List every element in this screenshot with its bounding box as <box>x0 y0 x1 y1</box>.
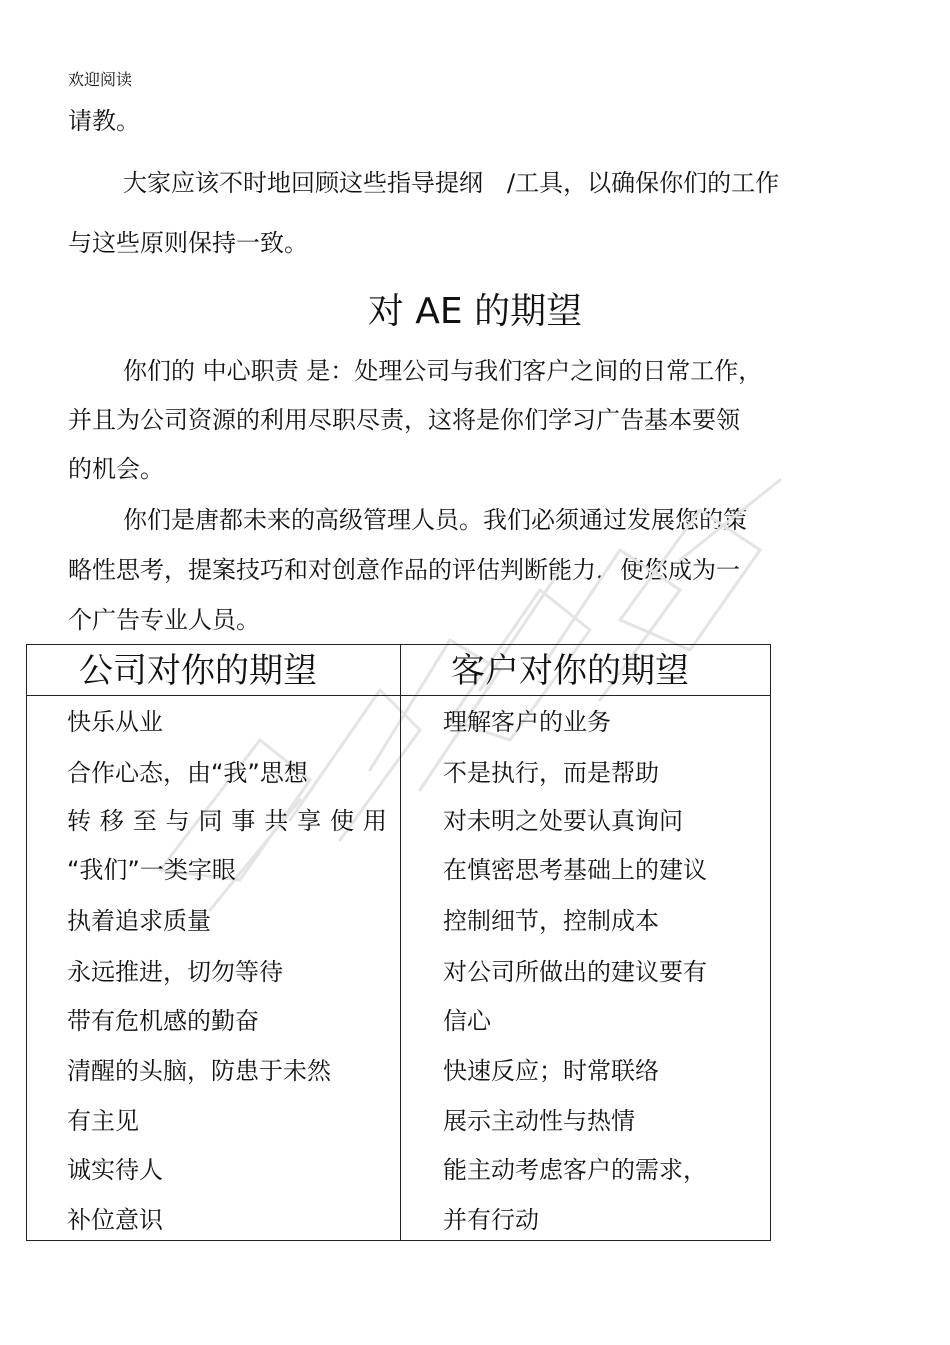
body-line: 与这些原则保持一致。 <box>68 229 308 257</box>
table-cell-right: 对未明之处要认真询问 <box>443 807 683 835</box>
table-cell-left-justified <box>67 806 387 836</box>
table-cell-char: 用 <box>362 807 387 835</box>
table-cell-char: 至 <box>132 807 157 835</box>
table-cell-char: 事 <box>231 807 256 835</box>
table-header-client: 客户对你的期望 <box>451 651 689 691</box>
table-cell-right: 快速反应；时常联络 <box>443 1057 659 1085</box>
section-title: 对 AE 的期望 <box>367 291 583 332</box>
table-cell-right: 信心 <box>443 1007 491 1035</box>
header-note: 欢迎阅读 <box>68 70 133 89</box>
table-column-divider <box>400 645 401 1240</box>
table-cell-left: “我们”一类字眼 <box>67 856 236 884</box>
table-header-company: 公司对你的期望 <box>79 651 317 691</box>
body-line: 大家应该不时地回顾这些指导提纲 /工具，以确保你们的工作 <box>123 169 780 197</box>
table-cell-char: 享 <box>297 807 322 835</box>
paragraph-line: 的机会。 <box>68 455 164 483</box>
table-cell-right: 不是执行，而是帮助 <box>443 759 659 787</box>
table-cell-right: 控制细节，控制成本 <box>443 907 659 935</box>
table-cell-right: 并有行动 <box>443 1206 539 1234</box>
table-cell-char: 移 <box>99 807 124 835</box>
paragraph-line: 你们的 中心职责 是：处理公司与我们客户之间的日常工作， <box>123 357 763 385</box>
table-cell-right: 能主动考虑客户的需求， <box>443 1156 707 1184</box>
paragraph-line: 你们是唐都未来的高级管理人员。我们必须通过发展您的策 <box>123 506 747 534</box>
table-cell-char: 转 <box>67 807 91 835</box>
table-cell-left: 诚实待人 <box>67 1156 163 1184</box>
table-cell-left: 清醒的头脑，防患于未然 <box>67 1057 331 1085</box>
table-cell-right: 理解客户的业务 <box>443 708 611 736</box>
paragraph-line: 个广告专业人员。 <box>68 606 260 634</box>
expectations-table <box>26 644 771 1241</box>
table-cell-left: 补位意识 <box>67 1206 163 1234</box>
table-cell-left: 带有危机感的勤奋 <box>67 1007 259 1035</box>
table-cell-char: 同 <box>198 807 223 835</box>
table-cell-right: 对公司所做出的建议要有 <box>443 958 707 986</box>
table-cell-left: 合作心态，由“我”思想 <box>67 759 308 787</box>
table-cell-right: 展示主动性与热情 <box>443 1107 635 1135</box>
table-cell-left: 执着追求质量 <box>67 907 211 935</box>
table-cell-char: 使 <box>330 807 354 835</box>
table-cell-char: 共 <box>264 807 289 835</box>
table-cell-left: 快乐从业 <box>67 708 163 736</box>
body-line: 请教。 <box>68 107 140 135</box>
table-cell-right: 在慎密思考基础上的建议 <box>443 856 707 884</box>
table-cell-char: 与 <box>165 807 190 835</box>
paragraph-line: 略性思考，提案技巧和对创意作品的评估判断能力，使您成为一 <box>68 556 740 584</box>
table-cell-left: 有主见 <box>67 1107 139 1135</box>
table-cell-left: 永远推进，切勿等待 <box>67 958 283 986</box>
table-header-divider <box>27 695 770 696</box>
paragraph-line: 并且为公司资源的利用尽职尽责，这将是你们学习广告基本要领 <box>68 406 740 434</box>
